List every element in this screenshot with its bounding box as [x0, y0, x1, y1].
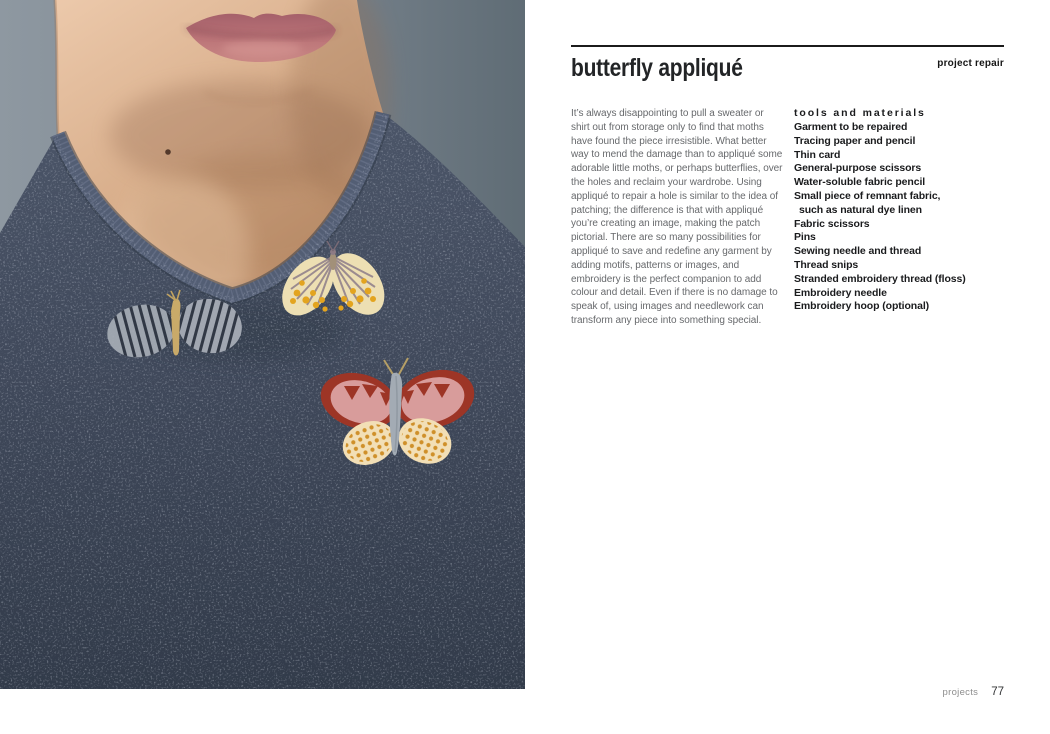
intro-column [571, 107, 784, 328]
tool-item: Embroidery hoop (optional) [794, 300, 930, 313]
page-footer [943, 686, 1004, 698]
content-columns [571, 107, 1004, 328]
tool-item: Garment to be repaired [794, 121, 908, 133]
tool-item: Sewing needle and thread [794, 245, 922, 258]
tools-column [794, 107, 1004, 328]
page-header [571, 54, 1004, 83]
tool-item: Fabric scissors [794, 217, 870, 230]
tool-item: Tracing paper and pencil [794, 134, 916, 147]
tool-item: General-purpose scissors [794, 162, 922, 175]
category-label: project repair [937, 58, 1004, 69]
tool-item: Small piece of remnant fabric, [794, 189, 941, 202]
header-rule [571, 45, 1004, 47]
tool-item: Thread snips [794, 258, 859, 271]
mole [165, 149, 171, 155]
photo-illustration [0, 0, 525, 689]
tool-item: Thin card [794, 148, 841, 161]
tool-item: Pins [794, 231, 816, 244]
tool-item: Embroidery needle [794, 286, 887, 299]
intro-paragraph: It’s always disappointing to pull a sweater or shirt out from storage only to find that moths have found the piece irresistible. What better way to mend the damage than to appliqué some adorable little moths, or perhaps butterflies, over the holes and reclaim your wardrobe. Using appliqué to repair a hole is similar to the idea of patching; the difference is that with appliqué you’re creating an image, making the patch pictorial. There are so many possibilities for appliqué to save and redefine any garment by adding motifs, patterns or images, and embroidery is the perfect companion to add colour and detail. Even if there is no damage to speak of, using images and needlework can transform any piece into something special. [571, 108, 783, 326]
text-page [525, 0, 1050, 698]
tool-item: Stranded embroidery thread (floss) [794, 272, 966, 285]
tool-item-continuation: such as natural dye linen [799, 203, 922, 216]
tool-item: Water-soluble fabric pencil [794, 176, 926, 189]
footer-section-label: projects [942, 687, 979, 698]
tools-heading: tools and materials [794, 107, 926, 119]
page-title: butterfly appliqué [571, 54, 743, 82]
photo-sweater-appliques [0, 0, 525, 689]
page-number: 77 [991, 686, 1004, 698]
